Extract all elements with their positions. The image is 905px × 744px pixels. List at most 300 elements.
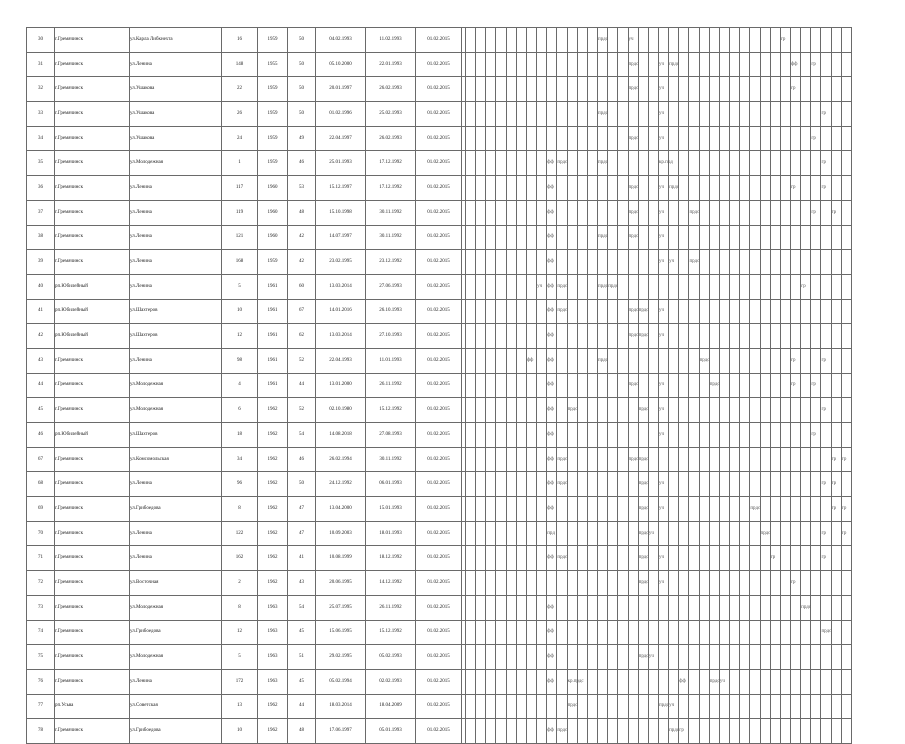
mark-cell [577, 546, 587, 571]
mark-cell [719, 324, 729, 349]
mark-cell [496, 28, 506, 53]
mark-cell [496, 225, 506, 250]
mark-cell [750, 373, 760, 398]
mark-cell [486, 546, 496, 571]
mark-cell [516, 521, 526, 546]
mark-cell [811, 497, 821, 522]
mark-cell [547, 52, 557, 77]
mark-cell [608, 595, 618, 620]
mark-cell [587, 546, 597, 571]
street-cell: ул.Ушакова [130, 102, 222, 127]
mark-cell [689, 348, 699, 373]
mark-cell [587, 102, 597, 127]
mark-cell: уч [658, 77, 668, 102]
mark-cell: фф [547, 595, 557, 620]
mark-cell [760, 472, 770, 497]
mark-cell [831, 274, 841, 299]
row-number: 72 [27, 571, 55, 596]
date-2-cell: 17.12.1992 [366, 176, 416, 201]
mark-cell [567, 497, 577, 522]
house-number-cell: 8 [222, 497, 258, 522]
mark-cell [608, 521, 618, 546]
row-number: 38 [27, 225, 55, 250]
mark-cell [780, 546, 790, 571]
mark-cell [618, 151, 628, 176]
date-3-cell: 01.02.2015 [416, 176, 462, 201]
mark-cell: прдс [709, 373, 719, 398]
mark-cell [547, 77, 557, 102]
mark-cell [537, 52, 547, 77]
mark-cell: гр [811, 423, 821, 448]
mark-cell [618, 595, 628, 620]
mark-cell [618, 645, 628, 670]
date-1-cell: 04.02.1993 [316, 28, 366, 53]
mark-cell [577, 571, 587, 596]
mark-cell [811, 719, 821, 744]
mark-cell [791, 398, 801, 423]
mark-cell: прдс [669, 52, 679, 77]
date-2-cell: 23.12.1992 [366, 250, 416, 275]
mark-cell [750, 324, 760, 349]
mark-cell [750, 669, 760, 694]
mark-cell [587, 620, 597, 645]
mark-cell [740, 151, 750, 176]
mark-cell [618, 447, 628, 472]
mark-cell: уч [628, 28, 638, 53]
mark-cell: прдс [557, 151, 567, 176]
mark-cell [679, 151, 689, 176]
mark-cell [719, 595, 729, 620]
mark-cell [628, 151, 638, 176]
mark-cell [770, 373, 780, 398]
mark-cell [598, 126, 608, 151]
mark-cell [821, 595, 831, 620]
mark-cell [760, 546, 770, 571]
mark-cell [831, 348, 841, 373]
mark-cell [648, 571, 658, 596]
mark-cell [506, 423, 516, 448]
row-number: 67 [27, 447, 55, 472]
mark-cell [740, 176, 750, 201]
build-year-cell: 1962 [258, 472, 288, 497]
mark-cell [801, 102, 811, 127]
mark-cell [811, 398, 821, 423]
mark-cell [496, 595, 506, 620]
mark-cell [669, 225, 679, 250]
build-year-cell: 1963 [258, 669, 288, 694]
mark-cell [658, 620, 668, 645]
mark-cell [547, 694, 557, 719]
mark-cell [750, 52, 760, 77]
date-1-cell: 15.10.1998 [316, 200, 366, 225]
date-1-cell: 20.06.1995 [316, 571, 366, 596]
mark-cell [669, 274, 679, 299]
mark-cell [618, 77, 628, 102]
house-number-cell: 22 [222, 77, 258, 102]
mark-cell [689, 447, 699, 472]
mark-cell [709, 472, 719, 497]
table-row [27, 151, 852, 176]
mark-cell [516, 497, 526, 522]
mark-cell [638, 669, 648, 694]
mark-cell [618, 200, 628, 225]
mark-cell [496, 398, 506, 423]
mark-cell [506, 176, 516, 201]
mark-cell [770, 497, 780, 522]
mark-cell [587, 521, 597, 546]
mark-cell [537, 348, 547, 373]
mark-cell [496, 645, 506, 670]
mark-cell [740, 620, 750, 645]
row-number: 30 [27, 28, 55, 53]
mark-cell [679, 595, 689, 620]
mark-cell [506, 373, 516, 398]
mark-cell [587, 645, 597, 670]
mark-cell [821, 52, 831, 77]
mark-cell [679, 398, 689, 423]
house-number-cell: 16 [222, 28, 258, 53]
mark-cell [719, 28, 729, 53]
mark-cell [730, 102, 740, 127]
mark-cell [791, 102, 801, 127]
mark-cell [567, 77, 577, 102]
house-number-cell: 18 [222, 423, 258, 448]
settlement-cell: рп.Юбилейный [55, 299, 130, 324]
mark-cell [486, 423, 496, 448]
mark-cell [689, 324, 699, 349]
mark-cell [719, 719, 729, 744]
mark-cell [496, 250, 506, 275]
mark-cell [567, 200, 577, 225]
house-number-cell: 117 [222, 176, 258, 201]
mark-cell: гр [831, 472, 841, 497]
date-2-cell: 11.01.1993 [366, 348, 416, 373]
mark-cell [486, 373, 496, 398]
mark-cell [801, 571, 811, 596]
build-year-cell: 1961 [258, 274, 288, 299]
mark-cell: гр [791, 77, 801, 102]
mark-cell [689, 398, 699, 423]
mark-cell [811, 250, 821, 275]
mark-cell [719, 151, 729, 176]
build-year-cell: 1962 [258, 447, 288, 472]
mark-cell [841, 126, 851, 151]
table-row [27, 324, 852, 349]
mark-cell [557, 324, 567, 349]
mark-cell [557, 669, 567, 694]
mark-cell: прдс [638, 571, 648, 596]
mark-cell [791, 324, 801, 349]
mark-cell [608, 151, 618, 176]
mark-cell [760, 669, 770, 694]
mark-cell: гр [780, 28, 790, 53]
mark-cell [526, 126, 536, 151]
mark-cell [476, 52, 486, 77]
street-cell: ул.Комсомольская [130, 447, 222, 472]
row-number: 31 [27, 52, 55, 77]
mark-cell [567, 299, 577, 324]
mark-cell [730, 398, 740, 423]
mark-cell [750, 151, 760, 176]
mark-cell [791, 447, 801, 472]
build-year-cell: 1962 [258, 546, 288, 571]
mark-cell [801, 77, 811, 102]
house-number-cell: 12 [222, 620, 258, 645]
wear-percent-cell: 45 [288, 620, 316, 645]
mark-cell [618, 669, 628, 694]
mark-cell [537, 571, 547, 596]
mark-cell [648, 398, 658, 423]
mark-cell [719, 52, 729, 77]
mark-cell [811, 348, 821, 373]
date-1-cell: 14.01.2016 [316, 299, 366, 324]
mark-cell [537, 151, 547, 176]
mark-cell: фф [547, 151, 557, 176]
mark-cell [699, 497, 709, 522]
mark-cell: прдс [658, 694, 668, 719]
mark-cell [658, 521, 668, 546]
date-1-cell: 13.03.2014 [316, 274, 366, 299]
mark-cell [821, 200, 831, 225]
mark-cell [516, 719, 526, 744]
mark-cell [730, 225, 740, 250]
house-number-cell: 13 [222, 694, 258, 719]
date-1-cell: 14.07.1997 [316, 225, 366, 250]
mark-cell [648, 546, 658, 571]
mark-cell [801, 200, 811, 225]
mark-cell [730, 176, 740, 201]
date-1-cell: 10.09.2003 [316, 521, 366, 546]
date-2-cell: 27.06.1993 [366, 274, 416, 299]
mark-cell: прдс [628, 52, 638, 77]
register-sheet [26, 27, 851, 734]
mark-cell [466, 595, 476, 620]
date-2-cell: 26.02.1993 [366, 77, 416, 102]
settlement-cell: г.Гремячинск [55, 669, 130, 694]
mark-cell: гр [841, 447, 851, 472]
mark-cell: прдс [628, 77, 638, 102]
mark-cell [770, 719, 780, 744]
date-3-cell: 01.02.2015 [416, 645, 462, 670]
mark-cell [801, 472, 811, 497]
mark-cell [526, 546, 536, 571]
table-row [27, 620, 852, 645]
mark-cell [679, 497, 689, 522]
mark-cell [821, 669, 831, 694]
build-year-cell: 1962 [258, 694, 288, 719]
mark-cell [801, 126, 811, 151]
mark-cell [730, 669, 740, 694]
date-1-cell: 05.02.1994 [316, 669, 366, 694]
mark-cell [730, 126, 740, 151]
wear-percent-cell: 46 [288, 151, 316, 176]
mark-cell: фф [547, 225, 557, 250]
mark-cell [476, 423, 486, 448]
mark-cell [618, 546, 628, 571]
mark-cell [841, 571, 851, 596]
mark-cell [577, 250, 587, 275]
mark-cell [679, 645, 689, 670]
wear-percent-cell: 51 [288, 645, 316, 670]
mark-cell [719, 398, 729, 423]
mark-cell [648, 423, 658, 448]
mark-cell [669, 398, 679, 423]
mark-cell [730, 77, 740, 102]
mark-cell: гр [831, 200, 841, 225]
table-row [27, 447, 852, 472]
mark-cell [577, 126, 587, 151]
mark-cell [618, 373, 628, 398]
mark-cell [537, 373, 547, 398]
mark-cell [506, 472, 516, 497]
mark-cell [740, 348, 750, 373]
mark-cell [709, 348, 719, 373]
mark-cell: уч [669, 250, 679, 275]
settlement-cell: г.Гремячинск [55, 102, 130, 127]
mark-cell [780, 250, 790, 275]
mark-cell [760, 126, 770, 151]
mark-cell [791, 126, 801, 151]
mark-cell [587, 472, 597, 497]
mark-cell [577, 595, 587, 620]
mark-cell [750, 398, 760, 423]
mark-cell [577, 52, 587, 77]
mark-cell [699, 324, 709, 349]
mark-cell [598, 645, 608, 670]
mark-cell [577, 719, 587, 744]
mark-cell [618, 423, 628, 448]
mark-cell [638, 126, 648, 151]
mark-cell [750, 250, 760, 275]
mark-cell [516, 472, 526, 497]
mark-cell [547, 102, 557, 127]
street-cell: ул.Советская [130, 694, 222, 719]
mark-cell [709, 595, 719, 620]
mark-cell [841, 200, 851, 225]
mark-cell [506, 126, 516, 151]
settlement-cell: г.Гремячинск [55, 497, 130, 522]
mark-cell [598, 472, 608, 497]
mark-cell [648, 472, 658, 497]
mark-cell [587, 176, 597, 201]
mark-cell: прдс [628, 225, 638, 250]
mark-cell [587, 52, 597, 77]
mark-cell [628, 546, 638, 571]
mark-cell [628, 694, 638, 719]
mark-cell [526, 645, 536, 670]
register-table [26, 27, 852, 744]
mark-cell [618, 348, 628, 373]
mark-cell [780, 398, 790, 423]
table-row [27, 348, 852, 373]
mark-cell [780, 348, 790, 373]
house-number-cell: 96 [222, 472, 258, 497]
mark-cell [760, 694, 770, 719]
mark-cell [638, 225, 648, 250]
mark-cell [567, 324, 577, 349]
mark-cell: уч [648, 645, 658, 670]
table-row [27, 77, 852, 102]
mark-cell: прдс [557, 299, 567, 324]
mark-cell [719, 200, 729, 225]
mark-cell [648, 497, 658, 522]
mark-cell [557, 225, 567, 250]
mark-cell: фф [791, 52, 801, 77]
mark-cell [466, 447, 476, 472]
mark-cell [557, 348, 567, 373]
mark-cell [567, 225, 577, 250]
mark-cell [526, 447, 536, 472]
mark-cell [476, 176, 486, 201]
mark-cell [821, 694, 831, 719]
mark-cell [628, 250, 638, 275]
mark-cell [587, 398, 597, 423]
mark-cell [831, 299, 841, 324]
mark-cell [567, 719, 577, 744]
mark-cell [587, 200, 597, 225]
mark-cell [730, 299, 740, 324]
mark-cell: прдс [628, 176, 638, 201]
mark-cell [841, 620, 851, 645]
table-row [27, 423, 852, 448]
mark-cell [801, 299, 811, 324]
mark-cell: фф [547, 546, 557, 571]
mark-cell [730, 447, 740, 472]
date-1-cell: 20.01.1997 [316, 77, 366, 102]
wear-percent-cell: 42 [288, 250, 316, 275]
mark-cell [740, 497, 750, 522]
mark-cell [740, 126, 750, 151]
mark-cell [466, 348, 476, 373]
mark-cell [618, 694, 628, 719]
mark-cell: прдс [557, 472, 567, 497]
mark-cell [567, 28, 577, 53]
mark-cell [567, 373, 577, 398]
mark-cell [516, 645, 526, 670]
mark-cell [821, 274, 831, 299]
mark-cell [791, 274, 801, 299]
mark-cell [730, 324, 740, 349]
mark-cell [801, 620, 811, 645]
build-year-cell: 1959 [258, 102, 288, 127]
mark-cell [709, 299, 719, 324]
mark-cell [709, 102, 719, 127]
mark-cell [648, 77, 658, 102]
mark-cell: уч [658, 373, 668, 398]
settlement-cell: г.Гремячинск [55, 645, 130, 670]
mark-cell: фф [547, 645, 557, 670]
date-2-cell: 30.11.1992 [366, 447, 416, 472]
mark-cell [516, 102, 526, 127]
mark-cell [496, 151, 506, 176]
date-3-cell: 01.02.2015 [416, 225, 462, 250]
mark-cell [699, 52, 709, 77]
street-cell: ул.Ленина [130, 274, 222, 299]
mark-cell [638, 176, 648, 201]
mark-cell [730, 200, 740, 225]
mark-cell [466, 225, 476, 250]
mark-cell [557, 28, 567, 53]
mark-cell [526, 200, 536, 225]
mark-cell [608, 324, 618, 349]
mark-cell [466, 669, 476, 694]
mark-cell [821, 250, 831, 275]
mark-cell [506, 719, 516, 744]
mark-cell [648, 348, 658, 373]
mark-cell [516, 595, 526, 620]
mark-cell [648, 176, 658, 201]
build-year-cell: 1960 [258, 176, 288, 201]
